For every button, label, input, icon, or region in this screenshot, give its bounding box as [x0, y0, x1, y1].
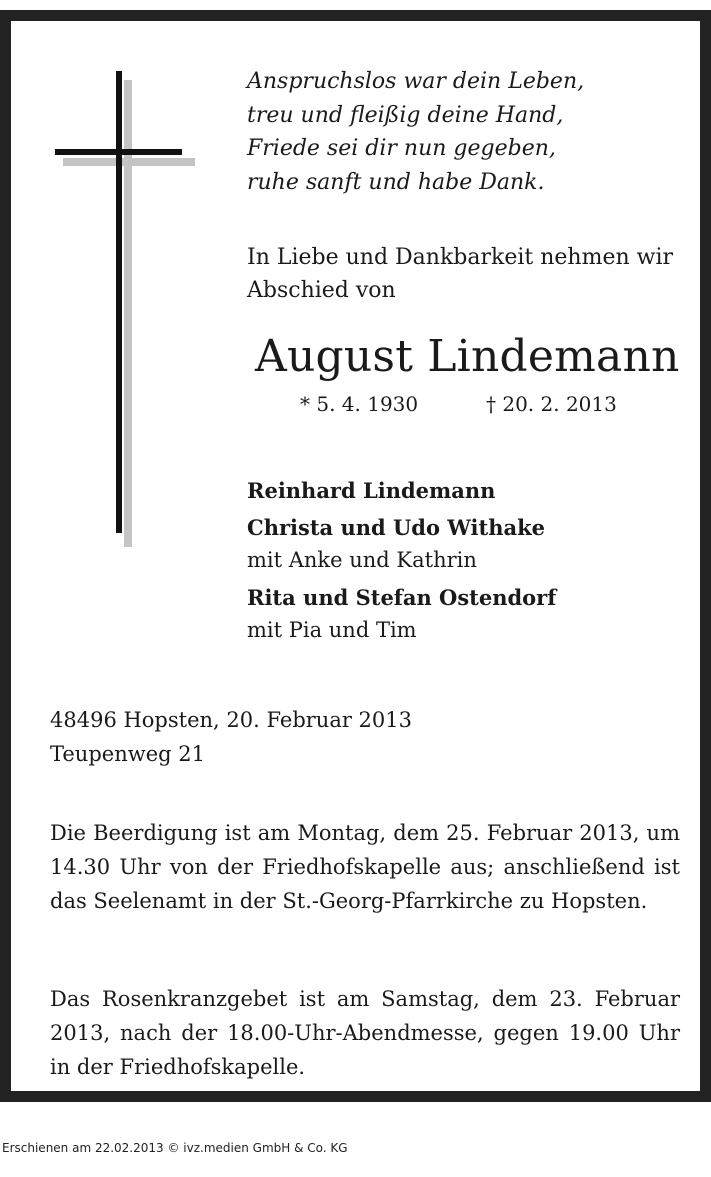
mourners-list — [247, 474, 687, 647]
mourner-companions: mit Pia und Tim — [247, 618, 417, 642]
intro-line-2: Abschied von — [247, 278, 396, 303]
street-address: Teupenweg 21 — [50, 742, 205, 766]
poem-line: treu und fleißig deine Hand, — [247, 102, 564, 128]
farewell-intro — [247, 241, 673, 307]
place-and-address — [50, 703, 412, 771]
deceased-name: August Lindemann — [255, 331, 680, 382]
mourner-name: Reinhard Lindemann — [247, 478, 496, 503]
birth-date: * 5. 4. 1930 — [300, 392, 419, 416]
mourner-name: Rita und Stefan Ostendorf — [247, 585, 557, 610]
cross-vertical-bar — [116, 71, 122, 533]
poem — [247, 65, 584, 199]
poem-line: Friede sei dir nun gegeben, — [247, 136, 556, 161]
funeral-paragraph: Die Beerdigung ist am Montag, dem 25. Februar 2013, um 14.30 Uhr von der Friedhofskapelle aus; anschließend ist das Seelenamt in der St.-Georg-Pfarrkirche zu Hopsten. — [50, 821, 680, 913]
publication-footer: Erschienen am 22.02.2013 © ivz.medien GmbH & Co. KG — [2, 1141, 348, 1155]
poem-line: ruhe sanft und habe Dank. — [247, 169, 545, 195]
obituary-notice — [0, 10, 711, 1102]
cross-horizontal-bar — [55, 149, 182, 155]
mourner-name: Christa und Udo Withake — [247, 515, 545, 540]
death-date: † 20. 2. 2013 — [486, 392, 617, 416]
mourner-companions: mit Anke und Kathrin — [247, 548, 477, 572]
poem-line: Anspruchslos war dein Leben, — [247, 69, 585, 94]
place-date: 48496 Hopsten, 20. Februar 2013 — [50, 708, 413, 732]
intro-line-1: In Liebe und Dankbarkeit nehmen wir — [247, 245, 674, 270]
cross-shadow-horizontal — [63, 158, 195, 166]
rosary-paragraph: Das Rosenkranzgebet ist am Samstag, dem 23. Februar 2013, nach der 18.00-Uhr-Abendmesse, gegen 19.00 Uhr in der Friedhofskapelle. — [50, 987, 680, 1079]
